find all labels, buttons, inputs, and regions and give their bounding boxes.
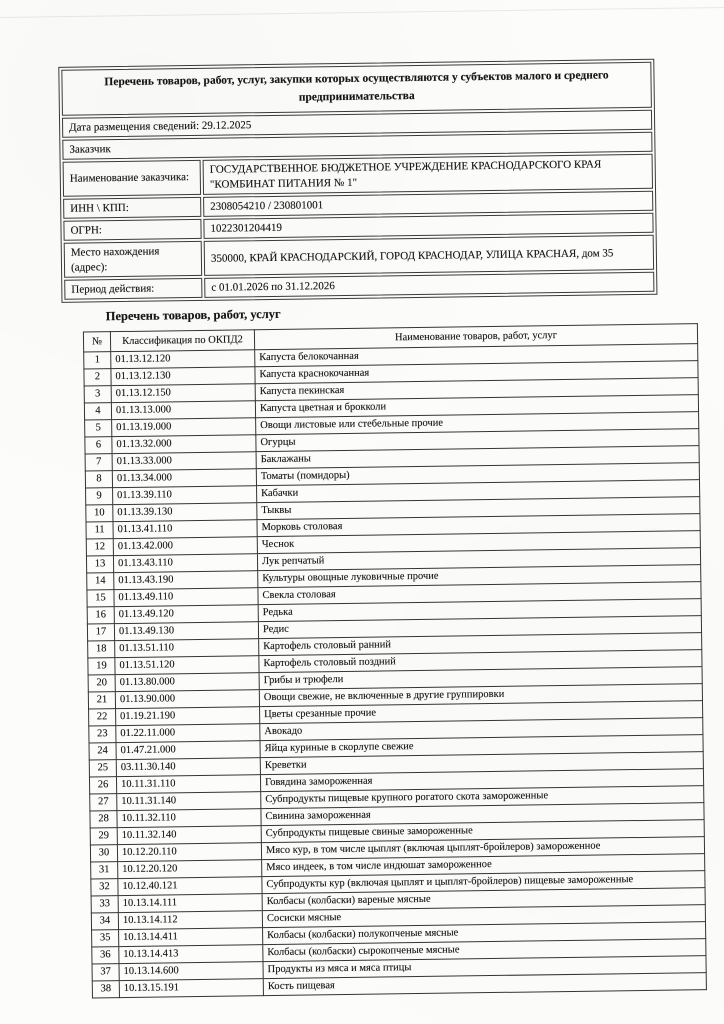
okpd-code-cell: 10.13.14.600 — [119, 962, 263, 981]
item-name-cell: Капуста цветная и брокколи — [255, 395, 698, 418]
okpd-code-cell: 01.13.12.150 — [111, 384, 255, 403]
row-number-cell: 7 — [85, 454, 112, 471]
okpd-code-cell: 01.13.32.000 — [112, 435, 256, 454]
placement-date-value: 29.12.2025 — [201, 118, 252, 132]
okpd-code-cell: 10.13.14.112 — [118, 911, 262, 930]
scan-artifact-line — [0, 7, 724, 18]
title-row — [61, 62, 652, 116]
okpd-code-cell: 01.13.12.120 — [111, 350, 255, 369]
item-name-cell: Говядина замороженная — [260, 769, 703, 792]
row-number-cell: 14 — [87, 573, 114, 590]
row-number-cell: 31 — [91, 862, 118, 879]
okpd-code-cell: 10.11.32.140 — [117, 826, 261, 845]
column-header-okpd-code: Классификация по ОКПД2 — [110, 330, 254, 352]
okpd-code-cell: 10.12.20.110 — [117, 843, 261, 862]
okpd-code-cell: 10.12.40.121 — [118, 877, 262, 896]
item-name-cell: Капуста белокочанная — [255, 344, 698, 367]
item-name-cell: Колбасы (колбаски) вареные мясные — [262, 888, 705, 911]
row-number-cell: 5 — [85, 420, 112, 437]
row-number-cell: 6 — [85, 437, 112, 454]
item-name-cell: Лук репчатый — [257, 548, 700, 571]
row-number-cell: 33 — [91, 896, 118, 913]
row-number-cell: 35 — [92, 930, 119, 947]
item-name-cell: Свекла столовая — [258, 582, 701, 605]
item-name-cell: Овощи свежие, не включенные в другие группировки — [259, 684, 702, 707]
okpd-code-cell: 10.11.31.140 — [117, 792, 261, 811]
item-name-cell: Томаты (помидоры) — [256, 463, 699, 486]
item-name-cell: Овощи листовые или стебельные прочие — [256, 412, 699, 435]
row-number-cell: 38 — [92, 981, 119, 998]
row-number-cell: 21 — [88, 692, 115, 709]
row-number-cell: 29 — [90, 828, 117, 845]
okpd-code-cell: 01.13.43.190 — [114, 571, 258, 590]
row-number-cell: 11 — [86, 522, 113, 539]
customer-info-table — [58, 59, 657, 303]
okpd-code-cell: 01.13.51.120 — [115, 656, 259, 675]
item-name-cell: Картофель столовый поздний — [259, 650, 702, 673]
okpd-code-cell: 10.11.31.110 — [116, 775, 260, 794]
row-number-cell: 30 — [90, 845, 117, 862]
placement-date-label: Дата размещения сведений: — [69, 119, 200, 134]
row-number-cell: 15 — [87, 590, 114, 607]
row-number-cell: 22 — [89, 709, 116, 726]
item-name-cell: Колбасы (колбаски) сырокопченые мясные — [263, 939, 706, 962]
okpd-code-cell: 10.11.32.110 — [117, 809, 261, 828]
customer-heading: Заказчик — [62, 132, 652, 160]
okpd-code-cell: 01.22.11.000 — [116, 724, 260, 743]
okpd-code-cell: 01.13.49.120 — [114, 605, 258, 624]
row-number-cell: 4 — [84, 403, 111, 420]
row-number-cell: 1 — [84, 352, 111, 369]
item-name-cell: Редис — [258, 616, 701, 639]
item-name-cell: Баклажаны — [256, 446, 699, 469]
row-number-cell: 13 — [86, 556, 113, 573]
row-number-cell: 36 — [92, 947, 119, 964]
item-name-cell: Капуста пекинская — [255, 378, 698, 401]
field-label: ОГРН: — [63, 219, 201, 241]
okpd-code-cell: 01.13.42.000 — [113, 537, 257, 556]
item-name-cell: Культуры овощные луковичные прочие — [258, 565, 701, 588]
row-number-cell: 23 — [89, 726, 116, 743]
row-number-cell: 20 — [88, 675, 115, 692]
field-label: ИНН \ КПП: — [63, 197, 201, 219]
column-header-item-name: Наименование товаров, работ, услуг — [254, 324, 697, 350]
row-number-cell: 24 — [89, 743, 116, 760]
item-name-cell: Колбасы (колбаски) полукопченые мясные — [263, 922, 706, 945]
okpd-code-cell: 01.13.39.110 — [113, 486, 257, 505]
item-name-cell: Субпродукты пищевые крупного рогатого скота замороженные — [261, 786, 704, 809]
row-number-cell: 16 — [87, 607, 114, 624]
item-name-cell: Мясо кур, в том числе цыплят (включая цыплят-бройлеров) замороженное — [261, 837, 704, 860]
okpd-code-cell: 01.13.39.130 — [113, 503, 257, 522]
okpd-code-cell: 10.13.14.411 — [119, 928, 263, 947]
row-number-cell: 28 — [90, 811, 117, 828]
item-name-cell: Сосиски мясные — [262, 905, 705, 928]
item-name-cell: Свинина замороженная — [261, 803, 704, 826]
okpd-table-body — [84, 344, 707, 998]
okpd-code-cell: 01.13.13.000 — [111, 401, 255, 420]
item-name-cell: Субпродукты пищевые свиные замороженные — [261, 820, 704, 843]
okpd-code-cell: 01.13.34.000 — [112, 469, 256, 488]
row-number-cell: 17 — [87, 624, 114, 641]
row-number-cell: 27 — [90, 794, 117, 811]
okpd-code-cell: 03.11.30.140 — [116, 758, 260, 777]
field-value: с 01.01.2026 по 31.12.2026 — [204, 272, 654, 298]
row-number-cell: 8 — [85, 471, 112, 488]
okpd-code-cell: 01.13.19.000 — [112, 418, 256, 437]
item-name-cell: Авокадо — [260, 718, 703, 741]
okpd-code-cell: 10.13.14.413 — [119, 945, 263, 964]
okpd-code-cell: 01.13.33.000 — [112, 452, 256, 471]
okpd-code-cell: 01.13.49.130 — [114, 622, 258, 641]
okpd-code-cell: 01.13.41.110 — [113, 520, 257, 539]
row-number-cell: 34 — [91, 913, 118, 930]
column-header-number: № — [83, 332, 110, 352]
field-label: Наименование заказчика: — [63, 160, 201, 196]
item-name-cell: Продукты из мяса и мяса птицы — [263, 956, 706, 979]
row-number-cell: 9 — [86, 488, 113, 505]
item-name-cell: Чеснок — [257, 531, 700, 554]
row-number-cell: 37 — [92, 964, 119, 981]
row-number-cell: 10 — [86, 505, 113, 522]
item-name-cell: Яйца куриные в скорлупе свежие — [260, 735, 703, 758]
row-number-cell: 3 — [84, 386, 111, 403]
field-value: 2308054210 / 230801001 — [203, 191, 653, 217]
item-name-cell: Огурцы — [256, 429, 699, 452]
row-number-cell: 25 — [89, 760, 116, 777]
item-name-cell: Цветы срезанные прочие — [260, 701, 703, 724]
item-name-cell: Кабачки — [257, 480, 700, 503]
field-label: Период действия: — [64, 278, 202, 300]
item-name-cell: Кость пищевая — [263, 973, 706, 996]
field-label: Место нахождения (адрес): — [64, 241, 202, 277]
field-value: 1022301204419 — [203, 213, 653, 239]
row-number-cell: 12 — [86, 539, 113, 556]
item-name-cell: Грибы и трюфели — [259, 667, 702, 690]
item-name-cell: Субпродукты кур (включая цыплят и цыплят-бройлеров) пищевые замороженные — [262, 871, 705, 894]
okpd-code-cell: 01.19.21.190 — [116, 707, 260, 726]
okpd-code-cell: 01.13.49.110 — [114, 588, 258, 607]
item-name-cell: Тыквы — [257, 497, 700, 520]
document — [58, 59, 667, 999]
okpd-code-cell: 01.13.12.130 — [111, 367, 255, 386]
okpd-code-cell: 10.13.14.111 — [118, 894, 262, 913]
item-name-cell: Морковь столовая — [257, 514, 700, 537]
field-value: ГОСУДАРСТВЕННОЕ БЮДЖЕТНОЕ УЧРЕЖДЕНИЕ КРАСНОДАРСКОГО КРАЯ "КОМБИНАТ ПИТАНИЯ № 1" — [203, 154, 653, 195]
row-number-cell: 2 — [84, 369, 111, 386]
item-name-cell: Редька — [258, 599, 701, 622]
document-title: Перечень товаров, работ, услуг, закупки которых осуществляются у субъектов малого и среднего предпринимательства — [61, 62, 652, 116]
okpd-code-cell: 01.13.90.000 — [115, 690, 259, 709]
row-number-cell: 32 — [91, 879, 118, 896]
row-number-cell: 19 — [88, 658, 115, 675]
okpd-code-cell: 01.13.43.110 — [113, 554, 257, 573]
item-name-cell: Картофель столовый ранний — [259, 633, 702, 656]
field-row-address — [64, 235, 654, 278]
item-name-cell: Мясо индеек, в том числе индюшат замороженное — [262, 854, 705, 877]
list-heading: Перечень товаров, работ, услуг — [105, 307, 281, 324]
item-name-cell: Капуста краснокочанная — [255, 361, 698, 384]
okpd-code-cell: 01.13.80.000 — [115, 673, 259, 692]
row-number-cell: 26 — [89, 777, 116, 794]
okpd-code-cell: 01.47.21.000 — [116, 741, 260, 760]
okpd-code-cell: 01.13.51.110 — [115, 639, 259, 658]
okpd-code-cell: 10.12.20.120 — [118, 860, 262, 879]
field-row-customer-name — [63, 154, 653, 197]
okpd-code-cell: 10.13.15.191 — [119, 979, 263, 998]
field-value: 350000, КРАЙ КРАСНОДАРСКИЙ, ГОРОД КРАСНОДАР, УЛИЦА КРАСНАЯ, дом 35 — [204, 235, 654, 276]
okpd-table — [83, 323, 707, 998]
item-name-cell: Креветки — [260, 752, 703, 775]
row-number-cell: 18 — [88, 641, 115, 658]
